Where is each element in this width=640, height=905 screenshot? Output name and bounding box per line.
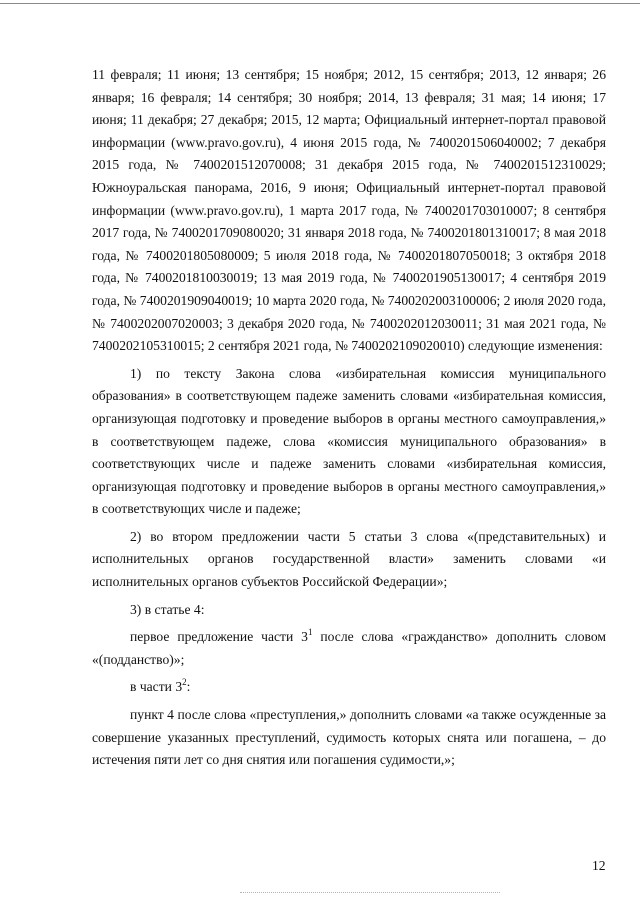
superscript-1: 1 — [307, 627, 313, 638]
scan-specks — [240, 892, 500, 895]
intro-paragraph: 11 февраля; 11 июня; 13 сентября; 15 ноября; 2012, 15 сентября; 2013, 12 января; 26 января; 16 февраля; 14 сентября; 30 ноября; 2014, 13 февраля; 31 мая; 14 июня; 17 июня; 11 декабря; 27 декабря; 2015, 12 марта; Официальный интернет-портал правовой информации (www.pravo.gov.ru), 4 июня 2015 года, № 7400201506040002; 7 декабря 2015 года, № 7400201512070008; 31 декабря 2015 года, № 7400201512310029; Южноуральская панорама, 2016, 9 июня; Официальный интернет-портал правовой информации (www.pravo.gov.ru), 1 марта 2017 года, № 7400201703010007; 8 сентября 2017 года, № 7400201709080020; 31 января 2018 года, № 7400201801310017; 8 мая 2018 года, № 7400201805080009; 5 июля 2018 года, № 7400201807050018; 3 октября 2018 года, № 7400201810030019; 13 мая 2019 года, № 7400201905130017; 4 сентября 2019 года, № 7400201909040019; 10 марта 2020 года, № 7400202003100006; 2 июля 2020 года, № 7400202007020003; 3 декабря 2020 года, № 7400202012030011; 31 мая 2021 года, № 7400202105310015; 2 сентября 2021 года, № 7400202109020010) следующие изменения: — [92, 67, 606, 354]
document-body — [92, 64, 606, 772]
item-3-first-text: первое предложение части 3 — [130, 629, 308, 645]
item-3-part — [92, 676, 606, 699]
page-number: 12 — [592, 858, 606, 873]
item-3-point-4: пункт 4 после слова «преступления,» дополнить словами «а также осужденные за совершение указанных преступлений, судимость которых снята или погашена, – до истечения пяти лет со дня снятия или погашения судимости,»; — [92, 707, 606, 768]
item-1: 1) по тексту Закона слова «избирательная комиссия муниципального образования» в соответствующем падеже заменить словами «избирательная комиссия, организующая подготовку и проведение выборов в органы местного самоуправления,» в соответствующем падеже, слова «комиссия муниципального образования» в соответствующих числе и падеже заменить словами «избирательная комиссия, организующая подготовку и проведение выборов в органы местного самоуправления,» в соответствующих числе и падеже; — [92, 365, 606, 517]
superscript-2: 2 — [182, 677, 187, 688]
item-3: 3) в статье 4: — [130, 601, 205, 617]
item-3-first-sentence — [92, 626, 606, 671]
item-3-first-rest: после слова «гражданство» дополнить словом «(подданство)»; — [92, 629, 607, 667]
top-rule — [0, 3, 640, 4]
item-3-part-label: в части 3 — [130, 679, 183, 695]
item-3-part-colon: : — [186, 679, 191, 695]
item-2: 2) во втором предложении части 5 статьи 3 слова «(представительных) и исполнительных органов государственной власти» заменить словами «и исполнительных органов субъектов Российской Федерации»; — [92, 528, 606, 590]
